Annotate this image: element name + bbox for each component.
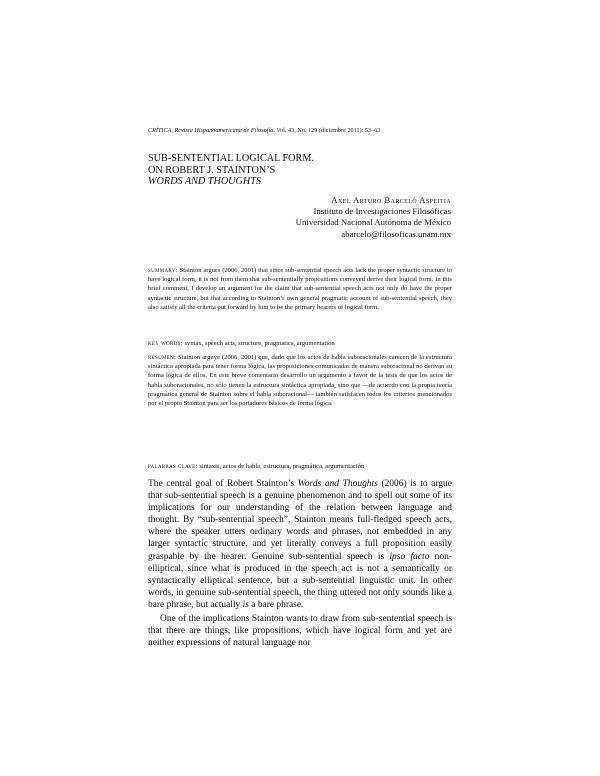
author-name: Axel Arturo Barceló Aspeitia (331, 195, 451, 205)
p1-text-d: a bare phrase. (248, 599, 304, 610)
keywords (148, 339, 452, 348)
keywords-text: syntax, speech acts, structure, pragmatics, argumentation (184, 340, 335, 347)
resumen-text: Stainton arguye (2006, 2001) que, dado que los actos de habla suboracionales carecen de la estructura sintáctica apropiada para tener forma lógica, las proposiciones comunicadas de manera suboracional no derivan su forma lógica de ellos. En este breve comentario desarrollo un argumento a favor de la tesis de que los actos de habla suboracionales, no sólo tienen la estructura sintáctica apropiada, sino que —de acuerdo con la propia teoría pragmática general de Stainton sobre el habla suboracional— también satisfacen todos los criterios mencionados por el propio Stainton para ser los portadores básicos de forma lógica. (148, 354, 452, 408)
author-email[interactable]: abarcelo@filosoficas.unam.mx (341, 228, 451, 239)
paragraph-1 (148, 478, 452, 611)
article-title (148, 153, 468, 188)
palabras-clave-text: sintaxis, actos de habla, estructura, pragmática, argumentación (199, 463, 365, 470)
paragraph-2: One of the implications Stainton wants to draw from sub-sentential speech is that there are things, like propositions, which have logical form and yet are neither expressions of natural language nor (148, 614, 452, 649)
resumen-abstract (148, 353, 452, 408)
author-block (151, 195, 451, 240)
palabras-clave-label: palabras clave: (148, 463, 198, 470)
title-line-2: ON ROBERT J. STAINTON’S (148, 164, 276, 176)
summary-label: summary: (148, 267, 178, 274)
resumen-label: resumen: (148, 354, 177, 361)
running-head (148, 128, 468, 134)
ipso-facto: ipso facto (389, 551, 430, 562)
p1-text-a: The central goal of Robert Stainton’s (148, 479, 298, 489)
summary-text: Stainton argues (2006, 2001) that since sub-sentential speech acts lack the proper syntactic structure to have logical form, it is not from them that sub-sententially propositions conveyed derive their logical form. In this brief comment, I develop an argument for the claim that sub-sentential speech acts not only do have the proper syntactic structure, but that according to Stainton’s own general pragmatic account of sub-sentential speech, they also satisfy all the criteria put forward by him to be the primary bearers of logical form. (148, 267, 452, 311)
p1-text-c: non-elliptical, since what is produced in the speech act is not a semantically or syntactically elliptical sentence, but a sub-sentential linguistic unit. In other words, in genuine sub-sentential speech, the thing uttered not only sounds like a bare phrase, but actually (148, 551, 452, 610)
palabras-clave (148, 462, 452, 471)
author-university: Universidad Nacional Autónoma de México (295, 217, 451, 228)
keywords-label: key words: (148, 340, 183, 347)
p1-text-b: (2006) is to argue that sub-sentential speech is a genuine phenomenon and to spell out some of its implications for our understanding of the relation between language and thought. By “sub-sentential speech”, Stainton means full-fledged speech acts, where the speaker utters ordinary words and phrases, not embedded in any larger syntactic structure, and yet literally conveys a full proposition easily graspable by the hearer. Genuine sub-sentential speech is (148, 479, 452, 562)
title-line-3: WORDS AND THOUGHTS (148, 176, 262, 187)
emphasis-is: is (242, 599, 249, 610)
title-line-1: SUB-SENTENTIAL LOGICAL FORM. (148, 153, 314, 164)
book-title: Words and Thoughts (297, 479, 378, 489)
summary-abstract (148, 266, 452, 312)
author-institute: Instituto de Investigaciones Filosóficas (313, 206, 451, 217)
journal-name: CRÍTICA, Revista Hispanoamericana de Filosofía. (148, 128, 275, 134)
body-text (148, 478, 452, 649)
issue-details: Vol. 43, No. 129 (diciembre 2011): 53–63 (276, 128, 381, 134)
